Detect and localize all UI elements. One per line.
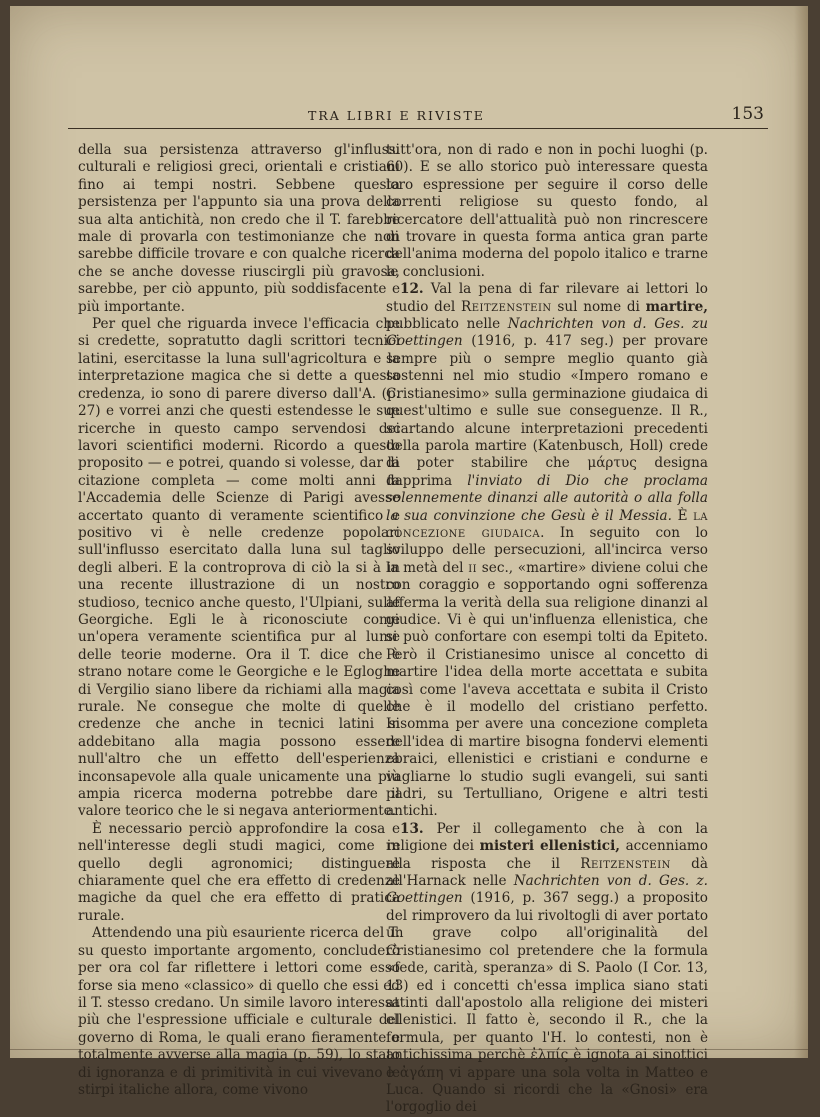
text-run: dà all'Harnack nelle bbox=[386, 855, 708, 890]
text-run: accenniamo alla risposta che il bbox=[386, 838, 708, 872]
right-column bbox=[386, 142, 708, 1117]
text-run: (1916, p. 367 segg.) a proposito del rimprovero da lui rivoltogli di aver portato un grave colpo all'originalità del Cristianesimo col pretendere che la formula «fede, carità, speranza» di S. Paolo (I Cor. 13, 13) ed i concetti ch'essa implica siano stati attinti dall'apostolo alla religione dei misteri ellenistici. Il fatto è, secondo il R., che la formula, per quanto l'H. lo contesti, non è antichissima perchè ἐλπίς è ignota ai sinottici e ἀγάπη vi appare una sola volta in Matteo e Luca. Quando si ricordi che la «Gnosi» era l'orgoglio dei bbox=[386, 890, 708, 1116]
author-name: Reitzenstein bbox=[580, 855, 671, 872]
text-run: È bbox=[671, 507, 694, 524]
text-run: (1916, p. 417 seg.) per provare sempre più o sempre meglio quanto già sostenni nel mio studio «Impero romano e Cristianesimo» sulla germinazione giudaica di quest'ultimo e sulle sue conseguenze. Il R., scartando alcune interpretazioni precedenti della parola martire (Katenbusch, Holl) crede di poter stabilire che μάρτυς designa dapprima bbox=[386, 333, 708, 489]
quotation: l'inviato di Dio che proclama solennemente dinanzi alle autorità o alla folla la sua convinzione che Gesù è il Messia. bbox=[386, 472, 708, 524]
paragraph: È necessario perciò approfondire la cosa e nell'interesse degli studi magici, come in quello degli agronomici; distinguere chiaramente quel che era effetto di credenze magiche da quel che era effetto di pratica rurale. bbox=[78, 820, 400, 924]
paragraph: Attendendo una più esauriente ricerca del T. su questo importante argomento, concluderò per ora col far riflettere i lettori come esso forse sia meno «classico» di quello che essi ed il T. stesso credano. Un simile lavoro interessa più che l'espressione ufficiale e culturale del governo di Roma, le quali erano fieramente e totalmente avverse alla magia (p. 59), lo stato di ignoranza e di primitività in cui vivevano le stirpi italiche allora, come vivono bbox=[78, 925, 400, 1098]
emphasis: la concezione giudaica bbox=[386, 507, 708, 541]
book-page bbox=[10, 6, 808, 1116]
page-bottom-edge bbox=[10, 1049, 808, 1050]
text-run: sec., «martire» diviene colui che con coraggio e sopportando ogni sofferenza afferma la verità della sua religione dinanzi al giudice. Vi è qui un'influenza ellenistica, che si può confortare con esempi tolti da Epiteto. Però il Cristianesimo unisce al concetto di martire l'idea della morte accettata e subita così come l'aveva accettata e subita il Cristo che è il modello del cristiano perfetto. Insomma per avere una concezione completa dell'idea di martire bisogna fondervi elementi ebraici, ellenistici e cristiani e condurne e vagliarne lo studio sugli evangeli, sui santi padri, su Tertulliano, Origene e altri testi antichi. bbox=[386, 559, 708, 820]
author-name: Reitzenstein bbox=[461, 298, 552, 315]
section-number: 13. bbox=[400, 820, 424, 837]
paragraph-section-12 bbox=[386, 281, 708, 821]
text-run: sul nome di bbox=[551, 298, 646, 315]
running-title: TRA LIBRI E RIVISTE bbox=[308, 108, 485, 123]
text-run: Val la pena di far rilevare ai lettori lo studio del bbox=[386, 281, 708, 315]
page-header bbox=[68, 102, 768, 129]
text-run: . In seguito con lo sviluppo delle persecuzioni, all'incirca verso la metà del bbox=[386, 524, 708, 576]
paragraph: della sua persistenza attraverso gl'influssi culturali e religiosi greci, orientali e cristiani fino ai tempi nostri. Sebbene questa persistenza per l'appunto sia una prova della sua alta antichità, non credo che il T. farebbe male di provarla con testimonianze che non sarebbe difficile trovare e con qualche ricerca che se anche dovesse riuscirgli più gravosa, sarebbe, per ciò appunto, più soddisfacente e più importante. bbox=[78, 142, 400, 315]
left-column bbox=[78, 142, 400, 1099]
key-term: martire, bbox=[645, 298, 708, 315]
text-run: pubblicato nelle bbox=[386, 316, 508, 333]
paragraph: Per quel che riguarda invece l'efficacia che si credette, sopratutto dagli scrittori tecnici latini, esercitasse la luna sull'agricoltura e la interpretazione magica che si dette a questa credenza, io sono di parere diverso dall'A. (p. 27) e vorrei anzi che questi estendesse le sue ricerche in questo campo servendosi dei lavori scientifici moderni. Ricordo a questo proposito — e potrei, quando si volesse, dar la citazione completa — come molti anni fa l'Accademia delle Scienze di Parigi avesse accertato quanto di veramente scientifico e positivo vi è nelle credenze popolari sull'influsso esercitato dalla luna sul taglio degli alberi. E la controprova di ciò la si à in una recente illustrazione di un nostro studioso, tecnico anche questo, l'Ulpiani, sulle Georgiche. Egli le à riconosciute come un'opera veramente scientifica pur al lume delle teorie moderne. Ora il T. dice che è strano notare come le Georgiche e le Egloghe di Vergilio siano libere da richiami alla magia rurale. Ne consegue che molte di quelle credenze che anche in tecnici latini si addebitano alla magia possono essere null'altro che un effetto dell'esperienza inconsapevole alla quale unicamente una più ampia ricerca moderna potrebbe dare il valore teorico che le si negava anteriormente. bbox=[78, 316, 400, 820]
section-number: 12. bbox=[400, 281, 424, 298]
page-number: 153 bbox=[731, 104, 764, 124]
key-term: misteri ellenistici, bbox=[479, 838, 620, 855]
text-run: Per il collegamento che à con la religione dei bbox=[386, 820, 708, 855]
journal-title: Nachrichten von d. Ges. z. Goettingen bbox=[386, 873, 708, 907]
paragraph: tutt'ora, non di rado e non in pochi luoghi (p. 60). E se allo storico può interessare questa loro espressione per seguire il corso delle correnti religiose su questo fondo, al ricercatore dell'attualità può non rincrescere di trovare in questa forma antica gran parte dell'anima moderna del popolo italico e trarne le conclusioni. bbox=[386, 142, 708, 280]
journal-title: Nachrichten von d. Ges. zu Goettingen bbox=[386, 316, 709, 350]
century-numeral: ii bbox=[468, 559, 478, 576]
paragraph-section-13 bbox=[386, 821, 708, 1117]
page-edge-shadow bbox=[794, 6, 808, 1058]
